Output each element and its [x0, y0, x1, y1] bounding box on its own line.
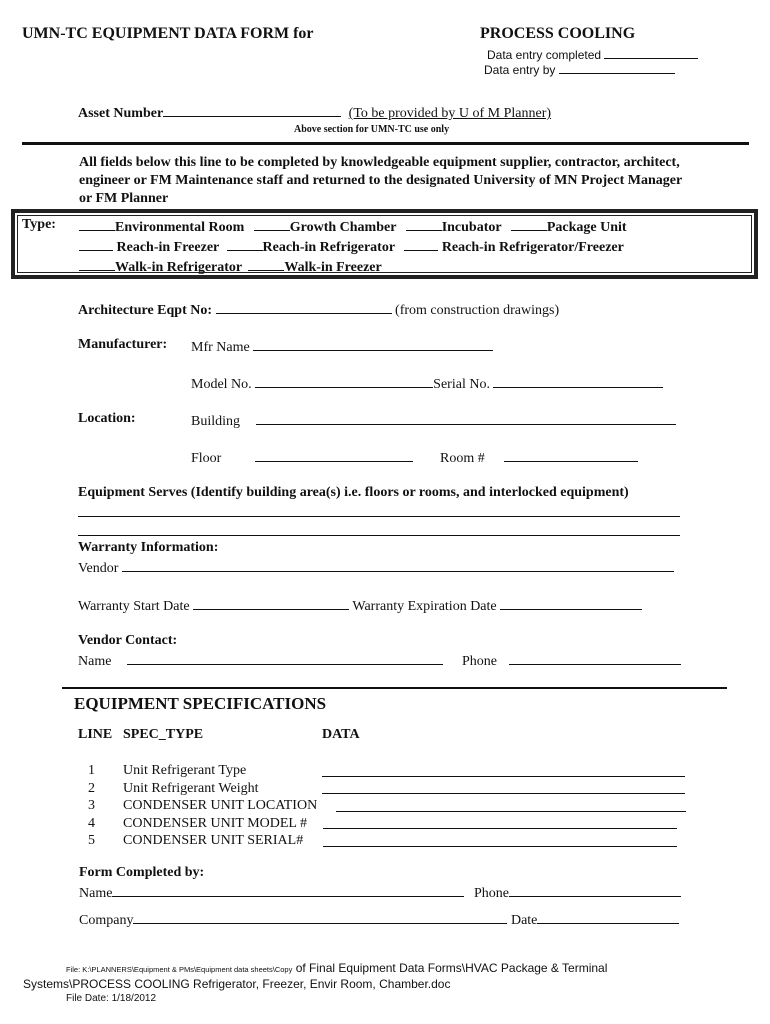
model-no-field[interactable] [191, 374, 663, 393]
vendor-contact-label: Vendor Contact: [78, 633, 178, 648]
vendor-blank[interactable] [122, 558, 674, 572]
col-spec-type: SPEC_TYPE [123, 727, 204, 742]
completed-company-blank[interactable] [133, 910, 507, 924]
completed-name-label: Name [79, 886, 113, 901]
section-divider [22, 142, 749, 145]
spec-line-5: 5 [88, 833, 95, 848]
mfr-name-blank[interactable] [253, 337, 493, 351]
spec-type-4: CONDENSER UNIT MODEL # [123, 815, 307, 831]
serial-no-label: Serial No. [433, 377, 490, 392]
instructions-line-3: or FM Planner [79, 191, 169, 206]
building-label: Building [191, 414, 241, 429]
spec-line-4: 4 [88, 815, 95, 831]
type-option-reach-in-refrigerator[interactable]: Reach-in Refrigerator [227, 240, 395, 255]
spec-line-3: 3 [88, 798, 95, 813]
spec-line-numbers [88, 762, 95, 850]
completed-by-label: Form Completed by: [79, 865, 205, 880]
arch-eqpt-blank[interactable] [216, 300, 392, 314]
warranty-exp-label: Warranty Expiration Date [352, 599, 497, 614]
entry-by-label: Data entry by [484, 63, 556, 77]
room-field[interactable] [440, 448, 638, 467]
contact-phone-field[interactable] [462, 651, 681, 670]
type-option-environmental-room[interactable]: Environmental Room [79, 220, 244, 235]
spec-data-1[interactable] [322, 776, 685, 777]
footer-file-line-1 [66, 961, 607, 975]
serves-line-1[interactable] [78, 516, 680, 517]
footer-file-rest: of Final Equipment Data Forms\HVAC Package & Terminal [295, 961, 608, 975]
equipment-serves-label: Equipment Serves (Identify building area(s) i.e. floors or rooms, and interlocked equipment) [78, 485, 629, 500]
specs-heading: EQUIPMENT SPECIFICATIONS [74, 694, 327, 713]
type-option-growth-chamber[interactable]: Growth Chamber [254, 220, 396, 235]
type-option-package-unit[interactable]: Package Unit [511, 220, 627, 235]
room-blank[interactable] [504, 448, 638, 462]
spec-divider [62, 687, 727, 689]
entry-completed-label: Data entry completed [487, 48, 602, 62]
asset-number-blank[interactable] [163, 103, 341, 117]
contact-phone-blank[interactable] [509, 651, 681, 665]
type-label: Type: [22, 217, 56, 232]
model-no-label: Model No. [191, 377, 252, 392]
completed-date-label: Date [510, 913, 538, 928]
spec-data-4[interactable] [323, 828, 677, 829]
room-label: Room # [440, 451, 485, 466]
completed-company-label: Company [79, 913, 134, 928]
serves-line-2[interactable] [78, 535, 680, 536]
arch-eqpt-note: (from construction drawings) [395, 303, 560, 318]
floor-field[interactable] [191, 448, 413, 467]
footer-file-prefix: File: K:\PLANNERS\Equipment & PMs\Equipment data sheets\Copy [66, 965, 293, 974]
entry-completed-blank[interactable] [604, 45, 698, 59]
spec-data-2[interactable] [322, 793, 685, 794]
type-option-reach-in-freezer[interactable]: Reach-in Freezer [79, 240, 219, 255]
serial-no-blank[interactable] [493, 374, 663, 388]
vendor-field[interactable] [78, 558, 674, 577]
completed-phone-label: Phone [474, 886, 509, 901]
entry-by-field[interactable] [484, 60, 675, 77]
model-no-blank[interactable] [255, 374, 433, 388]
warranty-exp-blank[interactable] [500, 596, 642, 610]
warranty-dates-field[interactable] [78, 596, 642, 615]
completed-name-blank[interactable] [112, 883, 464, 897]
instructions-line-1: All fields below this line to be completed by knowledgeable equipment supplier, contractor, architect, [79, 155, 680, 170]
warranty-start-label: Warranty Start Date [78, 599, 190, 614]
completed-phone-field[interactable] [474, 883, 681, 902]
contact-name-field[interactable] [78, 651, 443, 670]
spec-type-2: Unit Refrigerant Weight [123, 780, 259, 796]
arch-eqpt-label: Architecture Eqpt No: [78, 303, 213, 318]
warranty-start-blank[interactable] [193, 596, 349, 610]
spec-line-1: 1 [88, 763, 95, 778]
spec-line-2: 2 [88, 780, 95, 796]
form-subject: PROCESS COOLING [480, 25, 636, 42]
spec-type-5: CONDENSER UNIT SERIAL# [123, 833, 304, 848]
vendor-label: Vendor [78, 561, 119, 576]
completed-name-field[interactable] [79, 883, 464, 902]
spec-data-5[interactable] [323, 846, 677, 847]
spec-types [123, 762, 317, 850]
asset-number-note: (To be provided by U of M Planner) [348, 106, 552, 121]
asset-number-label: Asset Number [78, 106, 164, 121]
footer-file-date: File Date: 1/18/2012 [66, 993, 157, 1004]
instructions [79, 154, 682, 208]
type-options [79, 217, 627, 277]
floor-label: Floor [191, 451, 222, 466]
completed-date-blank[interactable] [537, 910, 679, 924]
form-title: UMN-TC EQUIPMENT DATA FORM for [22, 25, 314, 42]
type-option-walk-in-refrigerator[interactable]: Walk-in Refrigerator [79, 260, 242, 275]
spec-data-3[interactable] [336, 811, 686, 812]
spec-type-1: Unit Refrigerant Type [123, 763, 247, 778]
mfr-name-label: Mfr Name [191, 340, 250, 355]
entry-by-blank[interactable] [559, 60, 675, 74]
spec-type-3: CONDENSER UNIT LOCATION [123, 798, 318, 813]
building-blank[interactable] [256, 411, 676, 425]
floor-blank[interactable] [255, 448, 413, 462]
arch-eqpt-field[interactable] [78, 300, 559, 319]
asset-number-field[interactable] [78, 103, 551, 122]
type-option-reach-in-refrigerator-freezer[interactable]: Reach-in Refrigerator/Freezer [404, 240, 624, 255]
location-label: Location: [78, 411, 136, 426]
contact-name-blank[interactable] [127, 651, 443, 665]
contact-name-label: Name [78, 654, 112, 669]
type-option-walk-in-freezer[interactable]: Walk-in Freezer [248, 260, 381, 275]
instructions-line-2: engineer or FM Maintenance staff and returned to the designated University of MN Project Manager [79, 173, 683, 188]
completed-company-field[interactable] [79, 910, 679, 929]
manufacturer-label: Manufacturer: [78, 337, 168, 352]
mfr-name-field[interactable] [191, 337, 493, 356]
col-data: DATA [322, 727, 360, 742]
completed-phone-blank[interactable] [509, 883, 681, 897]
type-option-incubator[interactable]: Incubator [406, 220, 502, 235]
umn-only-note: Above section for UMN-TC use only [294, 124, 450, 135]
contact-phone-label: Phone [462, 654, 497, 669]
col-line: LINE [78, 727, 113, 742]
footer-file-line-2: Systems\PROCESS COOLING Refrigerator, Freezer, Envir Room, Chamber.doc [23, 977, 451, 991]
warranty-label: Warranty Information: [78, 540, 219, 555]
building-field[interactable] [191, 411, 676, 430]
